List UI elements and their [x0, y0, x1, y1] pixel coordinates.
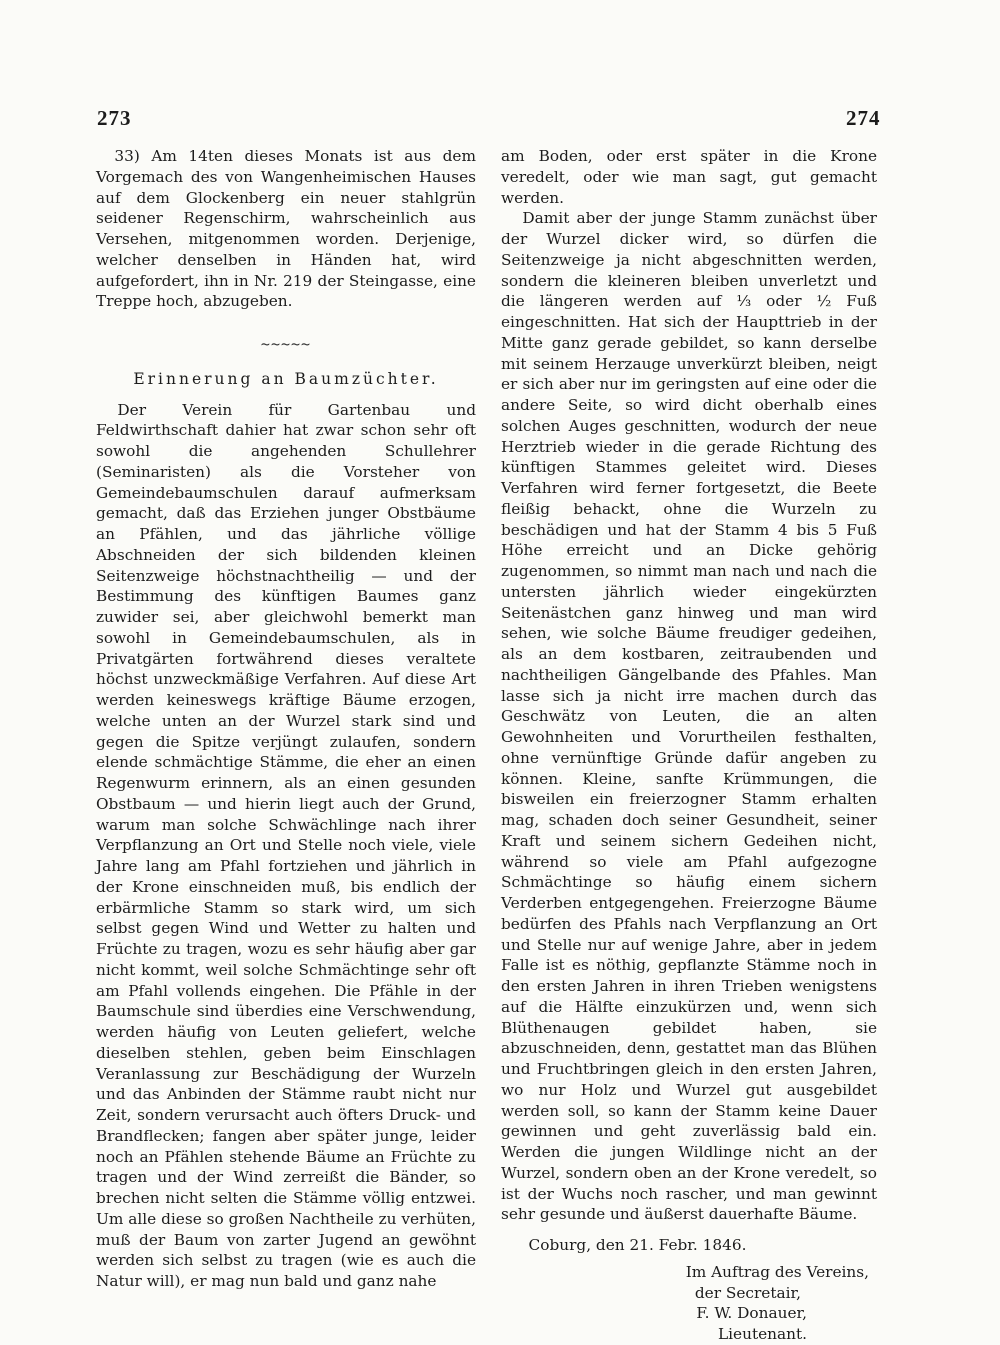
date-line: Coburg, den 21. Febr. 1846.: [528, 1236, 747, 1254]
section-divider: ~~~~~: [260, 335, 312, 353]
signature-line-1: Im Auftrag des Vereins,: [685, 1262, 869, 1281]
page-number-right: 274: [846, 106, 881, 130]
article-heading: Erinnerung an Baumzüchter.: [133, 369, 439, 388]
signature-name: F. W. Donauer,: [696, 1304, 807, 1323]
right-column: [501, 146, 877, 1345]
article-continuation: am Boden, oder erst später in die Krone veredelt, oder wie man sagt, gut gemacht werden.: [501, 147, 877, 207]
signature-rank: Lieutenant.: [718, 1325, 807, 1343]
lost-umbrella-notice: 33) Am 14ten dieses Monats ist aus dem Vorgemach des von Wangenheimischen Hauses auf dem Glockenberg ein neuer stahlgrün seidener Regenschirm, wahrscheinlich aus Versehen, mitgenommen worden. Derjenige, welcher denselben in Händen hat, wird aufgefordert, ihn in Nr. 219 der Steingasse, eine Treppe hoch, abzugeben.: [96, 147, 476, 311]
article-paragraph-2: Damit aber der junge Stamm zunächst über der Wurzel dicker wird, so dürfen die Seitenzweige ja nicht abgeschnitten werden, sondern die kleineren bleiben unverletzt und die längeren werden auf ⅓ oder ½ Fuß eingeschnitten. Hat sich der Haupttrieb in der Mitte ganz gerade gebildet, so kann derselbe mit seinem Herzauge unverkürzt bleiben, neigt er sich aber nur im geringsten auf eine oder die andere Seite, so wird dicht oberhalb eines solchen Auges geschnitten, wodurch der neue Herztrieb wieder in die gerade Richtung des künftigen Stammes geleitet wird. Dieses Verfahren wird ferner fortgesetzt, die Beete fleißig behackt, ohne die Wurzeln zu beschädigen und hat der Stamm 4 bis 5 Fuß Höhe erreicht und an Dicke gehörig zugenommen, so nimmt man nach und nach die untersten jährlich wieder eingekürzten Seitenästchen ganz hinweg und man wird sehen, wie solche Bäume freudiger gedeihen, als an dem kostbaren, zeitraubenden und nachtheiligen Gängelbande des Pfahles. Man lasse sich ja nicht irre machen durch das Geschwätz von Leuten, die an alten Gewohnheiten und Vorurtheilen festhalten, ohne vernünftige Gründe dafür angeben zu können. Kleine, sanfte Krümmungen, die bisweilen ein freierzogner Stamm erhalten mag, schaden doch seiner Gesundheit, seiner Kraft und seinem sichern Gedeihen nicht, während so viele am Pfahl aufgezogne Schmächtinge so häufig einem sichern Verderben entgegengehen. Freierzogne Bäume bedürfen des Pfahls nach Verpflanzung an Ort und Stelle nur auf wenige Jahre, aber in jedem Falle ist es nöthig, gepflanzte Stämme noch in den ersten Jahren in ihren Trieben wenigstens auf die Hälfte einzukürzen und, wenn sich Blüthenaugen gebildet haben, sie abzuschneiden, denn, gestattet man das Blühen und Fruchtbringen gleich in den ersten Jahren, wo nur Holz und Wurzel gut ausgebildet werden soll, so kann der Stamm keine Dauer gewinnen und geht zuverlässig bald ein. Werden die jungen Wildlinge nicht an der Wurzel, sondern oben an der Krone veredelt, so ist der Wuchs noch rascher, und man gewinnt sehr gesunde und äußerst dauerhafte Bäume.: [501, 209, 877, 1224]
left-column: [96, 146, 476, 1292]
page-number-left: 273: [97, 106, 132, 130]
signature-line-2: der Secretair,: [694, 1283, 801, 1302]
article-paragraph-1: Der Verein für Gartenbau und Feldwirthschaft dahier hat zwar schon sehr oft sowohl die angehenden Schullehrer (Seminaristen) als die Vorsteher von Gemeindebaumschulen darauf aufmerksam gemacht, daß das Erziehen junger Obstbäume an Pfählen, und das jährliche völlige Abschneiden der sich bildenden kleinen Seitenzweige höchstnachtheilig — und der Bestimmung des künftigen Baumes ganz zuwider sei, aber gleichwohl bemerkt man sowohl in Gemeindebaumschulen, als in Privatgärten fortwährend dieses veraltete höchst unzweckmäßige Verfahren. Auf diese Art werden keineswegs kräftige Bäume erzogen, welche unten an der Wurzel stark sind und gegen die Spitze verjüngt zulaufen, sondern elende schmächtige Stämme, die eher an einen Regenwurm erinnern, als an einen gesunden Obstbaum — und hierin liegt auch der Grund, warum man solche Schwächlinge nach ihrer Verpflanzung an Ort und Stelle noch viele, viele Jahre lang am Pfahl fortziehen und jährlich in der Krone einschneiden muß, bis endlich der erbärmliche Stamm so stark wird, um sich selbst gegen Wind und Wetter zu halten und Früchte zu tragen, wozu es sehr häufig aber gar nicht kommt, weil solche Schmächtinge sehr oft am Pfahl vollends eingehen. Die Pfähle in der Baumschule sind überdies eine Verschwendung, werden häufig von Leuten geliefert, welche dieselben stehlen, geben beim Einschlagen Veranlassung zur Beschädigung der Wurzeln und das Anbinden der Stämme raubt nicht nur Zeit, sondern verursacht auch öfters Druck- und Brandflecken; fangen aber später junge, leider noch an Pfählen stehende Bäume an Früchte zu tragen und der Wind zerreißt die Bänder, so brechen nicht selten die Stämme völlig entzwei. Um alle diese so großen Nachtheile zu verhüten, muß der Baum von zarter Jugend an gewöhnt werden sich selbst zu tragen (wie es auch die Natur will), er mag nun bald und ganz nahe: [96, 400, 476, 1290]
